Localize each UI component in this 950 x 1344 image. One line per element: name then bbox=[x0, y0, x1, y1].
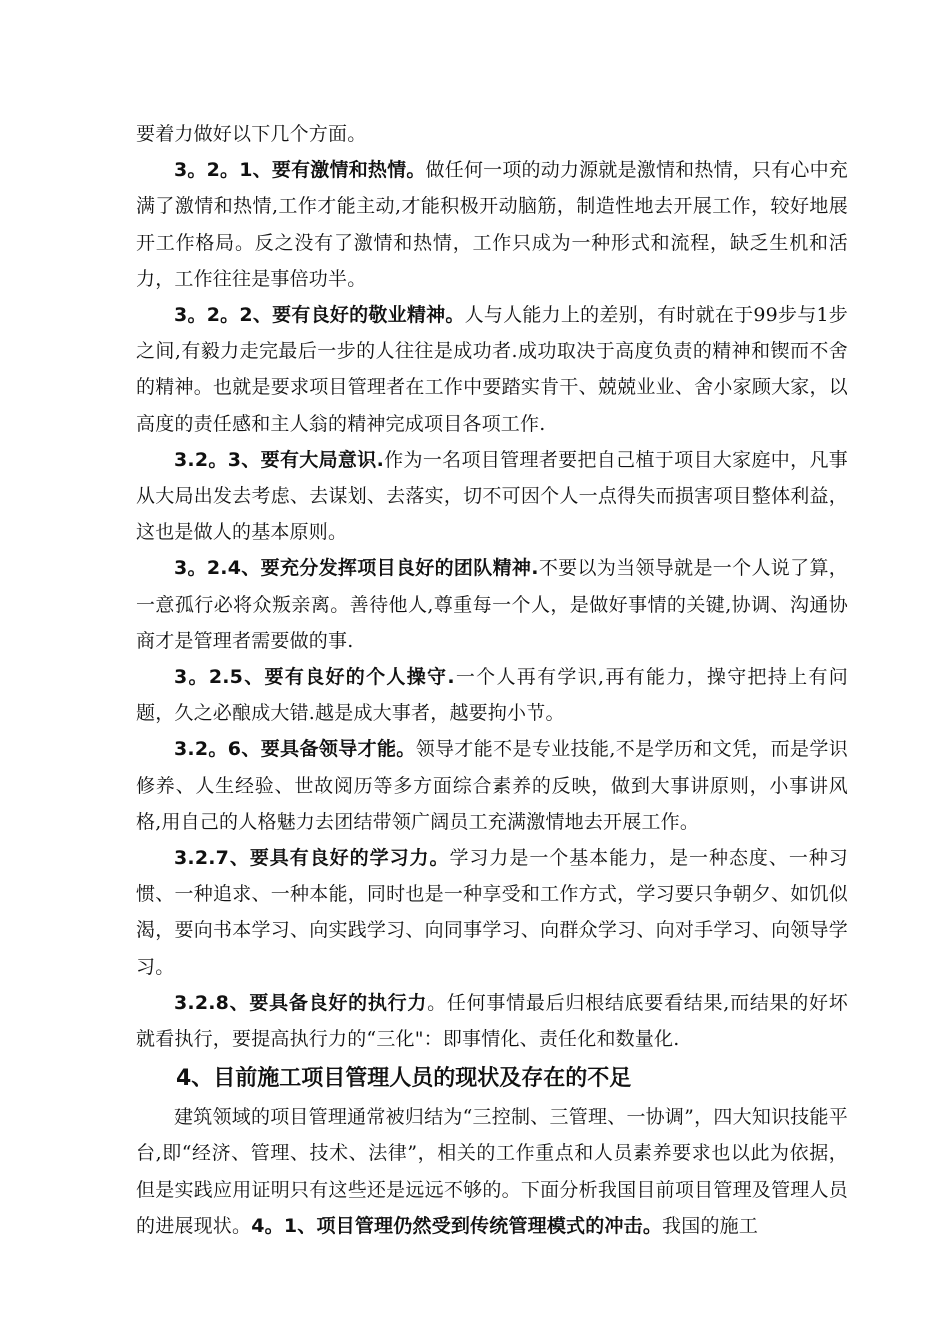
item-number: 3.2.7、 bbox=[174, 847, 250, 870]
item-body: 不要以为当领导就是一个人说了算，一意孤行必将众叛亲离。善待他人,尊重每一个人，是做好事情的关键,协调、沟通协商才是管理者需要做的事. bbox=[136, 557, 848, 652]
item-body: 学习力是一个基本能力，是一种态度、一种习惯、一种追求、一种本能，同时也是一种享受和工作方式，学习要只争朝夕、如饥似渴，要向书本学习、向实践学习、向同事学习、向群众学习、向对手学习、向领导学习。 bbox=[136, 847, 848, 978]
item-title: 要有激情和热情。 bbox=[271, 159, 426, 182]
opening-text: 要着力做好以下几个方面。 bbox=[136, 123, 367, 145]
paragraph-3-2-3 bbox=[136, 442, 848, 551]
item-title: 要充分发挥项目良好的团队精神. bbox=[260, 557, 539, 580]
item-title: 要具备良好的执行力 bbox=[249, 991, 428, 1014]
item-body: 一个人再有学识,再有能力，操守把持上有问题，久之必酿成大错.越是成大事者，越要拘小节。 bbox=[136, 666, 848, 725]
paragraph-3-2-2 bbox=[136, 297, 848, 442]
paragraph-3-2-4 bbox=[136, 550, 848, 659]
item-title: 要具有良好的学习力。 bbox=[249, 847, 450, 870]
section-paragraph-text: 建筑领域的项目管理通常被归结为“三控制、三管理、一协调”，四大知识技能平台,即“经济、管理、技术、法律”，相关的工作重点和人员素养要求也以此为依据，但是实践应用证明只有这些还是远远不够的。下面分析我国目前项目管理及管理人员的进展现状。 bbox=[136, 1106, 848, 1237]
item-number: 3.2.8、 bbox=[174, 991, 250, 1014]
item-title: 要有良好的个人操守. bbox=[264, 666, 455, 689]
section-paragraph bbox=[136, 1099, 848, 1244]
item-title: 要具备领导才能。 bbox=[260, 738, 416, 761]
subsection-title: 4。1、项目管理仍然受到传统管理模式的冲击。 bbox=[251, 1214, 663, 1237]
item-number: 3。2.5、 bbox=[174, 666, 265, 689]
section-heading: 4、目前施工项目管理人员的现状及存在的不足 bbox=[176, 1066, 632, 1092]
item-body: 领导才能不是专业技能,不是学历和文凭，而是学识修养、人生经验、世故阅历等多方面综合素养的反映，做到大事讲原则，小事讲风格,用自己的人格魅力去团结带领广阔员工充满激情地去开展工作。 bbox=[136, 738, 848, 833]
item-number: 3。2。1、 bbox=[174, 159, 272, 182]
opening-paragraph bbox=[136, 116, 848, 152]
item-body: 做任何一项的动力源就是激情和热情，只有心中充满了激情和热情,工作才能主动,才能积极开动脑筋，制造性地去开展工作，较好地展开工作格局。反之没有了激情和热情，工作只成为一种形式和流程，缺乏生机和活力，工作往往是事倍功半。 bbox=[136, 159, 848, 290]
subsection-body: 我国的施工 bbox=[662, 1214, 759, 1237]
item-number: 3.2。6、 bbox=[174, 738, 261, 761]
paragraph-3-2-5 bbox=[136, 659, 848, 731]
paragraph-3-2-6 bbox=[136, 731, 848, 840]
paragraph-3-2-8 bbox=[136, 985, 848, 1057]
item-body: 。任何事情最后归根结底要看结果,而结果的好坏就看执行，要提高执行力的“三化"：即事情化、责任化和数量化. bbox=[136, 991, 848, 1051]
item-title: 要有良好的敬业精神。 bbox=[272, 304, 465, 327]
item-title: 要有大局意识. bbox=[260, 448, 385, 471]
paragraph-3-2-7 bbox=[136, 840, 848, 985]
paragraph-3-2-1 bbox=[136, 152, 848, 297]
item-number: 3。2.4、 bbox=[174, 557, 261, 580]
item-number: 3.2。3、 bbox=[174, 448, 261, 471]
item-number: 3。2。2、 bbox=[174, 304, 273, 327]
document-body bbox=[136, 116, 848, 1244]
item-body: 作为一名项目管理者要把自己植于项目大家庭中，凡事从大局出发去考虑、去谋划、去落实，切不可因个人一点得失而损害项目整体利益，这也是做人的基本原则。 bbox=[136, 448, 848, 544]
item-body: 人与人能力上的差别，有时就在于99步与1步之间,有毅力走完最后一步的人往往是成功者.成功取决于高度负责的精神和锲而不舍的精神。也就是要求项目管理者在工作中要踏实肯干、兢兢业业、舍小家顾大家，以高度的责任感和主人翁的精神完成项目各项工作. bbox=[136, 304, 848, 435]
